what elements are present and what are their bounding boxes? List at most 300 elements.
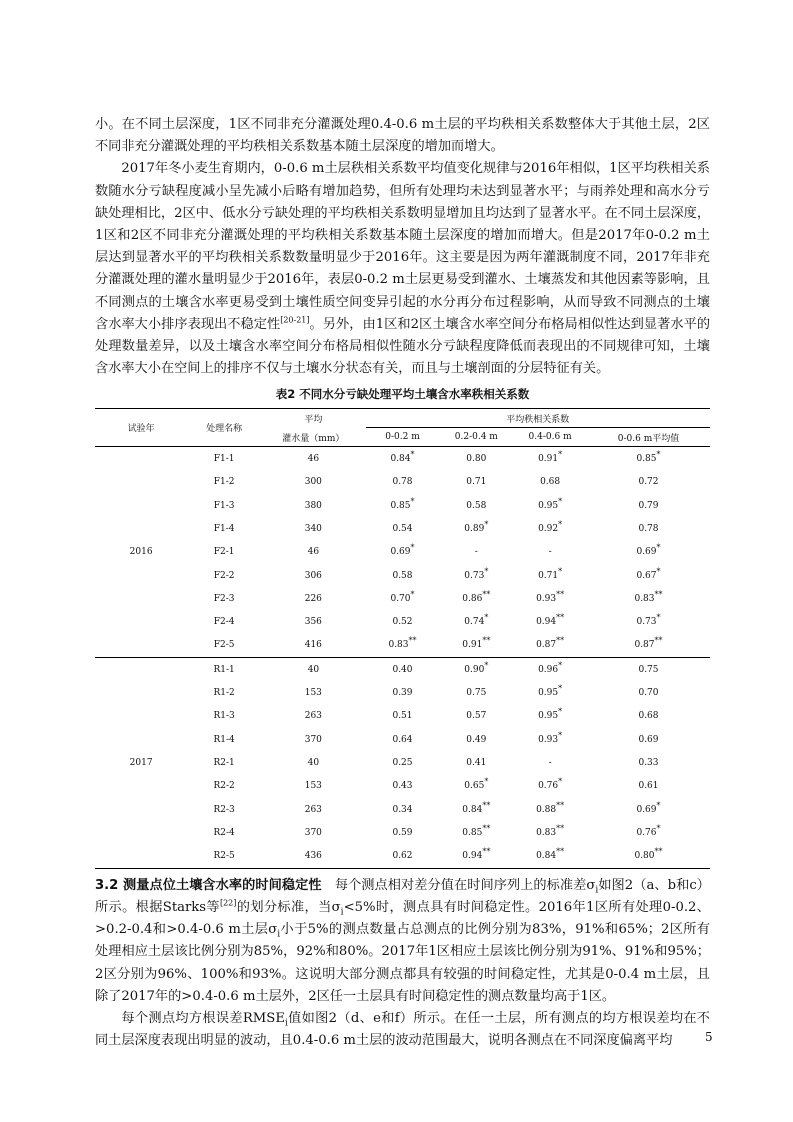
significance-mark: * bbox=[410, 589, 415, 599]
corr-0-0.2-cell-value: 0.85 bbox=[390, 500, 411, 511]
irrigation-cell bbox=[261, 821, 366, 844]
paragraph-3 bbox=[95, 875, 710, 1008]
corr-0.4-0.6-cell-value: 0.68 bbox=[540, 477, 561, 488]
table-row bbox=[95, 728, 710, 751]
irrigation-cell-value: 300 bbox=[304, 477, 322, 488]
significance-mark: * bbox=[558, 450, 563, 460]
corr-0.4-0.6-cell-value: 0.91 bbox=[538, 454, 559, 465]
significance-mark: ** bbox=[482, 823, 491, 833]
significance-mark: ** bbox=[556, 800, 565, 810]
table-row bbox=[95, 611, 710, 634]
corr-0.2-0.4-cell-value: 0.90 bbox=[464, 664, 485, 675]
irrigation-cell-value: 226 bbox=[304, 593, 322, 604]
significance-mark: ** bbox=[654, 636, 663, 646]
irrigation-cell-value: 380 bbox=[304, 500, 322, 511]
corr-0.2-0.4-cell bbox=[439, 658, 513, 682]
treatment-cell-value: R1-2 bbox=[213, 688, 235, 699]
irrigation-cell-value: 153 bbox=[304, 781, 322, 792]
corr-mean-cell-value: 0.73 bbox=[636, 617, 657, 628]
corr-0.4-0.6-cell bbox=[513, 611, 587, 634]
year-cell: 2016 bbox=[129, 547, 153, 558]
corr-0.2-0.4-cell-value: 0.80 bbox=[466, 454, 487, 465]
irrigation-cell bbox=[261, 681, 366, 704]
corr-0.2-0.4-cell-value: 0.89 bbox=[464, 523, 485, 534]
irrigation-cell bbox=[261, 798, 366, 821]
page-number: 5 bbox=[705, 1030, 713, 1044]
corr-0.2-0.4-cell bbox=[439, 587, 513, 610]
corr-0.4-0.6-cell bbox=[513, 517, 587, 540]
corr-0.2-0.4-cell bbox=[439, 564, 513, 587]
treatment-cell bbox=[187, 728, 261, 751]
corr-0.2-0.4-cell bbox=[439, 447, 513, 471]
paragraph-4-text-a: 每个测点均方根误差RMSE bbox=[121, 1011, 285, 1026]
rank-correlation-table bbox=[95, 408, 710, 868]
table-row bbox=[95, 517, 710, 540]
header-irrigation-1: 平均 bbox=[261, 409, 366, 428]
citation-22: [22] bbox=[219, 898, 237, 908]
corr-0-0.2-cell-value: 0.83 bbox=[388, 640, 409, 651]
irrigation-cell bbox=[261, 587, 366, 610]
corr-0-0.2-cell bbox=[366, 844, 440, 868]
corr-0.2-0.4-cell-value: 0.49 bbox=[466, 734, 487, 745]
corr-0.2-0.4-cell-value: 0.58 bbox=[466, 500, 487, 511]
corr-0.4-0.6-cell bbox=[513, 658, 587, 682]
treatment-cell-value: F1-3 bbox=[213, 500, 235, 511]
irrigation-cell-value: 340 bbox=[304, 523, 322, 534]
corr-0-0.2-cell-value: 0.59 bbox=[392, 827, 413, 838]
paragraph-4 bbox=[95, 1008, 710, 1052]
corr-0.2-0.4-cell bbox=[439, 611, 513, 634]
corr-0-0.2-cell bbox=[366, 798, 440, 821]
corr-0.4-0.6-cell bbox=[513, 634, 587, 658]
subscript-i: i bbox=[284, 1018, 288, 1029]
significance-mark: ** bbox=[482, 589, 491, 599]
corr-mean-cell bbox=[587, 681, 710, 704]
treatment-cell-value: F2-3 bbox=[213, 593, 235, 604]
significance-mark: * bbox=[484, 613, 489, 623]
irrigation-cell-value: 436 bbox=[304, 851, 322, 862]
table-row bbox=[95, 658, 710, 682]
corr-0.4-0.6-cell-value: 0.96 bbox=[538, 664, 559, 675]
treatment-cell bbox=[187, 798, 261, 821]
irrigation-cell-value: 40 bbox=[307, 757, 320, 768]
corr-0.4-0.6-cell-value: 0.95 bbox=[538, 711, 559, 722]
significance-mark: * bbox=[558, 660, 563, 670]
corr-mean-cell-value: 0.80 bbox=[634, 851, 655, 862]
irrigation-cell-value: 46 bbox=[307, 454, 320, 465]
corr-mean-cell bbox=[587, 821, 710, 844]
corr-mean-cell-value: 0.87 bbox=[634, 640, 655, 651]
corr-0-0.2-cell bbox=[366, 751, 440, 774]
significance-mark: * bbox=[558, 707, 563, 717]
corr-0-0.2-cell-value: 0.43 bbox=[392, 781, 413, 792]
corr-0.2-0.4-cell-value: 0.86 bbox=[462, 593, 483, 604]
treatment-cell-value: R2-5 bbox=[213, 851, 235, 862]
treatment-cell bbox=[187, 587, 261, 610]
corr-mean-cell bbox=[587, 494, 710, 517]
corr-mean-cell bbox=[587, 798, 710, 821]
corr-0.2-0.4-cell bbox=[439, 705, 513, 728]
corr-0.4-0.6-cell bbox=[513, 728, 587, 751]
corr-0.2-0.4-cell bbox=[439, 634, 513, 658]
significance-mark: * bbox=[558, 777, 563, 787]
irrigation-cell bbox=[261, 634, 366, 658]
corr-0.2-0.4-cell-value: 0.71 bbox=[466, 477, 487, 488]
irrigation-cell-value: 306 bbox=[304, 570, 322, 581]
corr-0-0.2-cell bbox=[366, 775, 440, 798]
irrigation-cell-value: 416 bbox=[304, 640, 322, 651]
treatment-cell bbox=[187, 751, 261, 774]
header-treatment: 处理名称 bbox=[187, 409, 261, 447]
significance-mark: * bbox=[656, 800, 661, 810]
treatment-cell bbox=[187, 564, 261, 587]
corr-0-0.2-cell-value: 0.40 bbox=[392, 664, 413, 675]
table-row bbox=[95, 564, 710, 587]
significance-mark: * bbox=[410, 543, 415, 553]
table-row bbox=[95, 775, 710, 798]
corr-mean-cell-value: 0.33 bbox=[638, 757, 659, 768]
corr-0-0.2-cell-value: 0.51 bbox=[392, 711, 413, 722]
treatment-cell-value: F2-4 bbox=[213, 617, 235, 628]
significance-mark: * bbox=[656, 543, 661, 553]
corr-0.4-0.6-cell bbox=[513, 798, 587, 821]
corr-0.4-0.6-cell-value: 0.71 bbox=[538, 570, 559, 581]
corr-mean-cell-value: 0.72 bbox=[638, 477, 659, 488]
subscript-i: i bbox=[340, 907, 344, 918]
treatment-cell-value: R1-1 bbox=[213, 664, 235, 675]
corr-mean-cell-value: 0.70 bbox=[638, 688, 659, 699]
corr-mean-cell-value: 0.67 bbox=[636, 570, 657, 581]
table-row bbox=[95, 494, 710, 517]
corr-0-0.2-cell bbox=[366, 471, 440, 494]
irrigation-cell-value: 153 bbox=[304, 688, 322, 699]
subscript-i: i bbox=[277, 929, 281, 940]
corr-0-0.2-cell-value: 0.54 bbox=[392, 523, 413, 534]
corr-0.2-0.4-cell bbox=[439, 751, 513, 774]
corr-0.4-0.6-cell bbox=[513, 447, 587, 471]
treatment-cell bbox=[187, 494, 261, 517]
paragraph-4-text-b: 值如图2（d、e和f）所示。在任一土层，所有测点的均方根误差均在不同土层深度表现出明显的波动，且0.4-0.6 m土层的波动范围最大，说明各测点在不同深度偏离平均 bbox=[95, 1011, 710, 1049]
significance-mark: * bbox=[484, 777, 489, 787]
corr-0.4-0.6-cell bbox=[513, 821, 587, 844]
corr-0-0.2-cell bbox=[366, 517, 440, 540]
corr-0-0.2-cell bbox=[366, 634, 440, 658]
significance-mark: ** bbox=[654, 847, 663, 857]
corr-0.4-0.6-cell-value: - bbox=[548, 757, 552, 768]
treatment-cell bbox=[187, 541, 261, 564]
citation-20-21: [20-21] bbox=[280, 315, 310, 325]
treatment-cell-value: R2-3 bbox=[213, 804, 235, 815]
irrigation-cell bbox=[261, 705, 366, 728]
treatment-cell-value: R2-4 bbox=[213, 827, 235, 838]
corr-mean-cell bbox=[587, 751, 710, 774]
corr-0-0.2-cell bbox=[366, 658, 440, 682]
significance-mark: * bbox=[484, 566, 489, 576]
corr-mean-cell bbox=[587, 517, 710, 540]
paragraph-1 bbox=[95, 114, 710, 158]
corr-0.4-0.6-cell-value: 0.87 bbox=[536, 640, 557, 651]
corr-0.4-0.6-cell-value: - bbox=[548, 547, 552, 558]
corr-0.4-0.6-cell bbox=[513, 751, 587, 774]
corr-0.2-0.4-cell-value: 0.73 bbox=[464, 570, 485, 581]
treatment-cell-value: R2-1 bbox=[213, 757, 235, 768]
corr-mean-cell-value: 0.68 bbox=[638, 711, 659, 722]
header-year: 试验年 bbox=[95, 409, 187, 447]
corr-mean-cell-value: 0.83 bbox=[634, 593, 655, 604]
corr-0.4-0.6-cell bbox=[513, 587, 587, 610]
corr-0-0.2-cell-value: 0.64 bbox=[392, 734, 413, 745]
significance-mark: * bbox=[558, 684, 563, 694]
corr-0-0.2-cell bbox=[366, 611, 440, 634]
corr-0-0.2-cell-value: 0.39 bbox=[392, 688, 413, 699]
irrigation-cell-value: 370 bbox=[304, 827, 322, 838]
corr-0.2-0.4-cell-value: 0.94 bbox=[462, 851, 483, 862]
corr-mean-cell bbox=[587, 471, 710, 494]
treatment-cell bbox=[187, 611, 261, 634]
treatment-cell-value: F2-2 bbox=[213, 570, 235, 581]
irrigation-cell-value: 370 bbox=[304, 734, 322, 745]
corr-0.4-0.6-cell bbox=[513, 775, 587, 798]
irrigation-cell bbox=[261, 775, 366, 798]
header-irrigation-2: 灌水量（mm） bbox=[261, 428, 366, 447]
irrigation-cell-value: 46 bbox=[307, 547, 320, 558]
corr-0.4-0.6-cell-value: 0.83 bbox=[536, 827, 557, 838]
significance-mark: * bbox=[656, 450, 661, 460]
paragraph-2-text-b: 。另外，由1区和2区土壤含水率空间分布格局相似性达到显著水平的处理数量差异，以及土壤含水率空间分布格局相似性随水分亏缺程度降低而表现出的不同规律可知，土壤含水率大小在空间上的排序不仅与土壤水分状态有关，而且与土壤剖面的分层特征有关。 bbox=[95, 316, 711, 377]
significance-mark: ** bbox=[556, 613, 565, 623]
irrigation-cell bbox=[261, 517, 366, 540]
table-row bbox=[95, 587, 710, 610]
corr-mean-cell bbox=[587, 705, 710, 728]
corr-0.2-0.4-cell bbox=[439, 728, 513, 751]
table-row bbox=[95, 447, 710, 471]
corr-0-0.2-cell bbox=[366, 821, 440, 844]
table-row bbox=[95, 844, 710, 868]
table-row bbox=[95, 821, 710, 844]
corr-mean-cell-value: 0.69 bbox=[638, 734, 659, 745]
header-depth-0.4-0.6: 0.4-0.6 m bbox=[513, 428, 587, 447]
significance-mark: * bbox=[410, 450, 415, 460]
corr-0-0.2-cell-value: 0.34 bbox=[392, 804, 413, 815]
corr-0.2-0.4-cell-value: 0.84 bbox=[462, 804, 483, 815]
significance-mark: * bbox=[558, 519, 563, 529]
corr-mean-cell bbox=[587, 447, 710, 471]
corr-0.2-0.4-cell bbox=[439, 775, 513, 798]
corr-0.4-0.6-cell bbox=[513, 705, 587, 728]
header-depth-mean: 0-0.6 m平均值 bbox=[587, 428, 710, 447]
treatment-cell bbox=[187, 821, 261, 844]
significance-mark: * bbox=[484, 519, 489, 529]
significance-mark: * bbox=[558, 566, 563, 576]
paragraph-2 bbox=[95, 158, 710, 380]
corr-0.4-0.6-cell-value: 0.76 bbox=[538, 781, 559, 792]
corr-mean-cell bbox=[587, 844, 710, 868]
irrigation-cell-value: 40 bbox=[307, 664, 320, 675]
year-cell: 2017 bbox=[95, 658, 187, 869]
section-heading-3-2: 3.2 测量点位土壤含水率的时间稳定性 bbox=[95, 877, 322, 893]
paragraph-1-text: 小。在不同土层深度，1区不同非充分灌溉处理0.4-0.6 m土层的平均秩相关系数整体大于其他土层，2区不同非充分灌溉处理的平均秩相关系数基本随土层深度的增加而增大。 bbox=[95, 117, 710, 155]
header-mean-rank-corr: 平均秩相关系数 bbox=[366, 409, 710, 428]
significance-mark: * bbox=[558, 496, 563, 506]
corr-0.2-0.4-cell bbox=[439, 517, 513, 540]
corr-0.4-0.6-cell bbox=[513, 541, 587, 564]
irrigation-cell bbox=[261, 471, 366, 494]
page-content bbox=[95, 0, 710, 1052]
significance-mark: ** bbox=[556, 589, 565, 599]
irrigation-cell-value: 356 bbox=[304, 617, 322, 628]
significance-mark: * bbox=[656, 823, 661, 833]
table-row bbox=[95, 634, 710, 658]
corr-0.2-0.4-cell bbox=[439, 494, 513, 517]
table-header-row-1 bbox=[95, 409, 710, 428]
corr-mean-cell bbox=[587, 658, 710, 682]
corr-mean-cell-value: 0.61 bbox=[638, 781, 659, 792]
corr-0.2-0.4-cell-value: 0.85 bbox=[462, 827, 483, 838]
corr-mean-cell bbox=[587, 611, 710, 634]
corr-0-0.2-cell-value: 0.52 bbox=[392, 617, 413, 628]
paragraph-3-text-a: 每个测点相对差分值在时间序列上的标准差σ bbox=[321, 877, 596, 893]
corr-0.4-0.6-cell bbox=[513, 681, 587, 704]
corr-0.4-0.6-cell-value: 0.95 bbox=[538, 500, 559, 511]
corr-mean-cell-value: 0.75 bbox=[638, 664, 659, 675]
treatment-cell-value: F2-5 bbox=[213, 640, 235, 651]
corr-0.2-0.4-cell-value: 0.41 bbox=[466, 757, 487, 768]
corr-0.2-0.4-cell-value: 0.57 bbox=[466, 711, 487, 722]
corr-0.2-0.4-cell bbox=[439, 798, 513, 821]
corr-mean-cell bbox=[587, 775, 710, 798]
significance-mark: ** bbox=[654, 589, 663, 599]
corr-mean-cell-value: 0.79 bbox=[638, 500, 659, 511]
corr-0-0.2-cell bbox=[366, 494, 440, 517]
treatment-cell bbox=[187, 634, 261, 658]
significance-mark: * bbox=[484, 660, 489, 670]
corr-mean-cell bbox=[587, 634, 710, 658]
table-row bbox=[95, 681, 710, 704]
table-caption: 表2 不同水分亏缺处理平均土壤含水率秩相关系数 bbox=[275, 387, 530, 402]
treatment-cell bbox=[187, 471, 261, 494]
header-depth-0-0.2: 0-0.2 m bbox=[366, 428, 440, 447]
corr-mean-cell bbox=[587, 728, 710, 751]
irrigation-cell bbox=[261, 541, 366, 564]
corr-mean-cell bbox=[587, 564, 710, 587]
header-depth-0.2-0.4: 0.2-0.4 m bbox=[439, 428, 513, 447]
corr-0.4-0.6-cell-value: 0.93 bbox=[538, 734, 559, 745]
significance-mark: * bbox=[410, 496, 415, 506]
significance-mark: ** bbox=[556, 823, 565, 833]
paragraph-3-text-c: 的划分标准，当σ bbox=[236, 899, 341, 915]
corr-0.4-0.6-cell bbox=[513, 844, 587, 868]
paragraph-3-text-e: 小于5%的测点数量占总测点的比例分别为83%，91%和65%；2区所有处理相应土层该比例分别为85%，92%和80%。2017年1区相应土层该比例分别为91%、91%和95%；2区分别为96%、100%和93%。这说明大部分测点都具有较强的时间稳定性，尤其是0-0.4 m土层，且除了2017年的>0.4-0.6 m土层外，2区任一土层具有时间稳定性的测点数量均高于1区。 bbox=[95, 922, 710, 1004]
treatment-cell-value: R1-3 bbox=[213, 711, 235, 722]
corr-0.2-0.4-cell bbox=[439, 844, 513, 868]
corr-0.2-0.4-cell bbox=[439, 681, 513, 704]
irrigation-cell bbox=[261, 447, 366, 471]
paragraph-3-text-d: <5%时，测点具有时间稳定性。2016年1区所有处理0-0.2、>0.2-0.4和>0.4-0.6 m土层σ bbox=[95, 899, 710, 938]
corr-0.2-0.4-cell-value: 0.91 bbox=[462, 640, 483, 651]
corr-0.2-0.4-cell bbox=[439, 541, 513, 564]
significance-mark: ** bbox=[482, 800, 491, 810]
irrigation-cell bbox=[261, 751, 366, 774]
corr-0.4-0.6-cell bbox=[513, 494, 587, 517]
corr-0.2-0.4-cell-value: 0.74 bbox=[464, 617, 485, 628]
irrigation-cell bbox=[261, 728, 366, 751]
treatment-cell-value: F2-1 bbox=[213, 547, 235, 558]
corr-0.2-0.4-cell-value: - bbox=[474, 547, 478, 558]
irrigation-cell bbox=[261, 494, 366, 517]
treatment-cell-value: F1-4 bbox=[213, 523, 235, 534]
corr-mean-cell-value: 0.69 bbox=[636, 804, 657, 815]
treatment-cell bbox=[187, 681, 261, 704]
corr-0.4-0.6-cell-value: 0.93 bbox=[536, 593, 557, 604]
corr-mean-cell bbox=[587, 587, 710, 610]
corr-0.2-0.4-cell-value: 0.65 bbox=[464, 781, 485, 792]
corr-mean-cell-value: 0.69 bbox=[636, 547, 657, 558]
corr-0-0.2-cell-value: 0.62 bbox=[392, 851, 413, 862]
subscript-i: i bbox=[595, 885, 599, 896]
corr-mean-cell-value: 0.76 bbox=[636, 827, 657, 838]
treatment-cell bbox=[187, 775, 261, 798]
treatment-cell bbox=[187, 517, 261, 540]
corr-0-0.2-cell-value: 0.78 bbox=[392, 477, 413, 488]
irrigation-cell bbox=[261, 611, 366, 634]
irrigation-cell bbox=[261, 564, 366, 587]
table-row bbox=[95, 541, 710, 564]
significance-mark: ** bbox=[408, 636, 417, 646]
corr-0.4-0.6-cell-value: 0.88 bbox=[536, 804, 557, 815]
corr-0.4-0.6-cell-value: 0.84 bbox=[536, 851, 557, 862]
corr-0-0.2-cell-value: 0.69 bbox=[390, 547, 411, 558]
corr-0.2-0.4-cell bbox=[439, 821, 513, 844]
treatment-cell-value: F1-2 bbox=[213, 477, 235, 488]
treatment-cell bbox=[187, 658, 261, 682]
corr-mean-cell-value: 0.78 bbox=[638, 523, 659, 534]
table-row bbox=[95, 798, 710, 821]
treatment-cell bbox=[187, 844, 261, 868]
corr-0.4-0.6-cell-value: 0.92 bbox=[538, 523, 559, 534]
corr-0-0.2-cell-value: 0.70 bbox=[390, 593, 411, 604]
significance-mark: ** bbox=[556, 636, 565, 646]
significance-mark: * bbox=[656, 613, 661, 623]
treatment-cell bbox=[187, 447, 261, 471]
table-row bbox=[95, 705, 710, 728]
corr-0-0.2-cell-value: 0.25 bbox=[392, 757, 413, 768]
corr-0.4-0.6-cell-value: 0.94 bbox=[536, 617, 557, 628]
paragraph-3-text-b: 如图2（a、b和c）所示。根据Starks等 bbox=[95, 877, 710, 915]
corr-0-0.2-cell bbox=[366, 541, 440, 564]
irrigation-cell bbox=[261, 658, 366, 682]
corr-0.4-0.6-cell bbox=[513, 564, 587, 587]
significance-mark: * bbox=[656, 566, 661, 576]
corr-0-0.2-cell bbox=[366, 705, 440, 728]
corr-0-0.2-cell-value: 0.84 bbox=[390, 454, 411, 465]
significance-mark: ** bbox=[482, 847, 491, 857]
treatment-cell bbox=[187, 705, 261, 728]
paragraph-2-text-a: 2017年冬小麦生育期内，0-0.6 m土层秩相关系数平均值变化规律与2016年相似，1区平均秩相关系数随水分亏缺程度减小呈先减小后略有增加趋势，但所有处理均未达到显著水平；与雨养处理和高水分亏缺处理相比，2区中、低水分亏缺处理的平均秩相关系数明显增加且均达到了显著水平。在不同土层深度，1区和2区不同非充分灌溉处理的平均秩相关系数基本随土层深度的增加而增大。但是2017年0-0.2 m土层达到显著水平的平均秩相关系数数量明显少于2016年。这主要是因为两年灌溉制度不同，2017年非充分灌溉处理的灌水量明显少于2016年，表层0-0.2 m土层更易受到灌水、土壤蒸发和其他因素等影响，且不同测点的土壤含水率更易受到土壤性质空间变异引起的水分再分布过程影响，从而导致不同测点的土壤含水率大小排序表现出不稳定性 bbox=[95, 161, 711, 332]
corr-0-0.2-cell bbox=[366, 681, 440, 704]
corr-mean-cell bbox=[587, 541, 710, 564]
significance-mark: * bbox=[558, 730, 563, 740]
corr-0-0.2-cell bbox=[366, 447, 440, 471]
corr-0.2-0.4-cell bbox=[439, 471, 513, 494]
corr-0.4-0.6-cell-value: 0.95 bbox=[538, 688, 559, 699]
significance-mark: ** bbox=[482, 636, 491, 646]
corr-0-0.2-cell bbox=[366, 564, 440, 587]
corr-0-0.2-cell bbox=[366, 728, 440, 751]
corr-mean-cell-value: 0.85 bbox=[636, 454, 657, 465]
corr-0-0.2-cell bbox=[366, 587, 440, 610]
treatment-cell-value: R2-2 bbox=[213, 781, 235, 792]
corr-0.2-0.4-cell-value: 0.75 bbox=[466, 688, 487, 699]
